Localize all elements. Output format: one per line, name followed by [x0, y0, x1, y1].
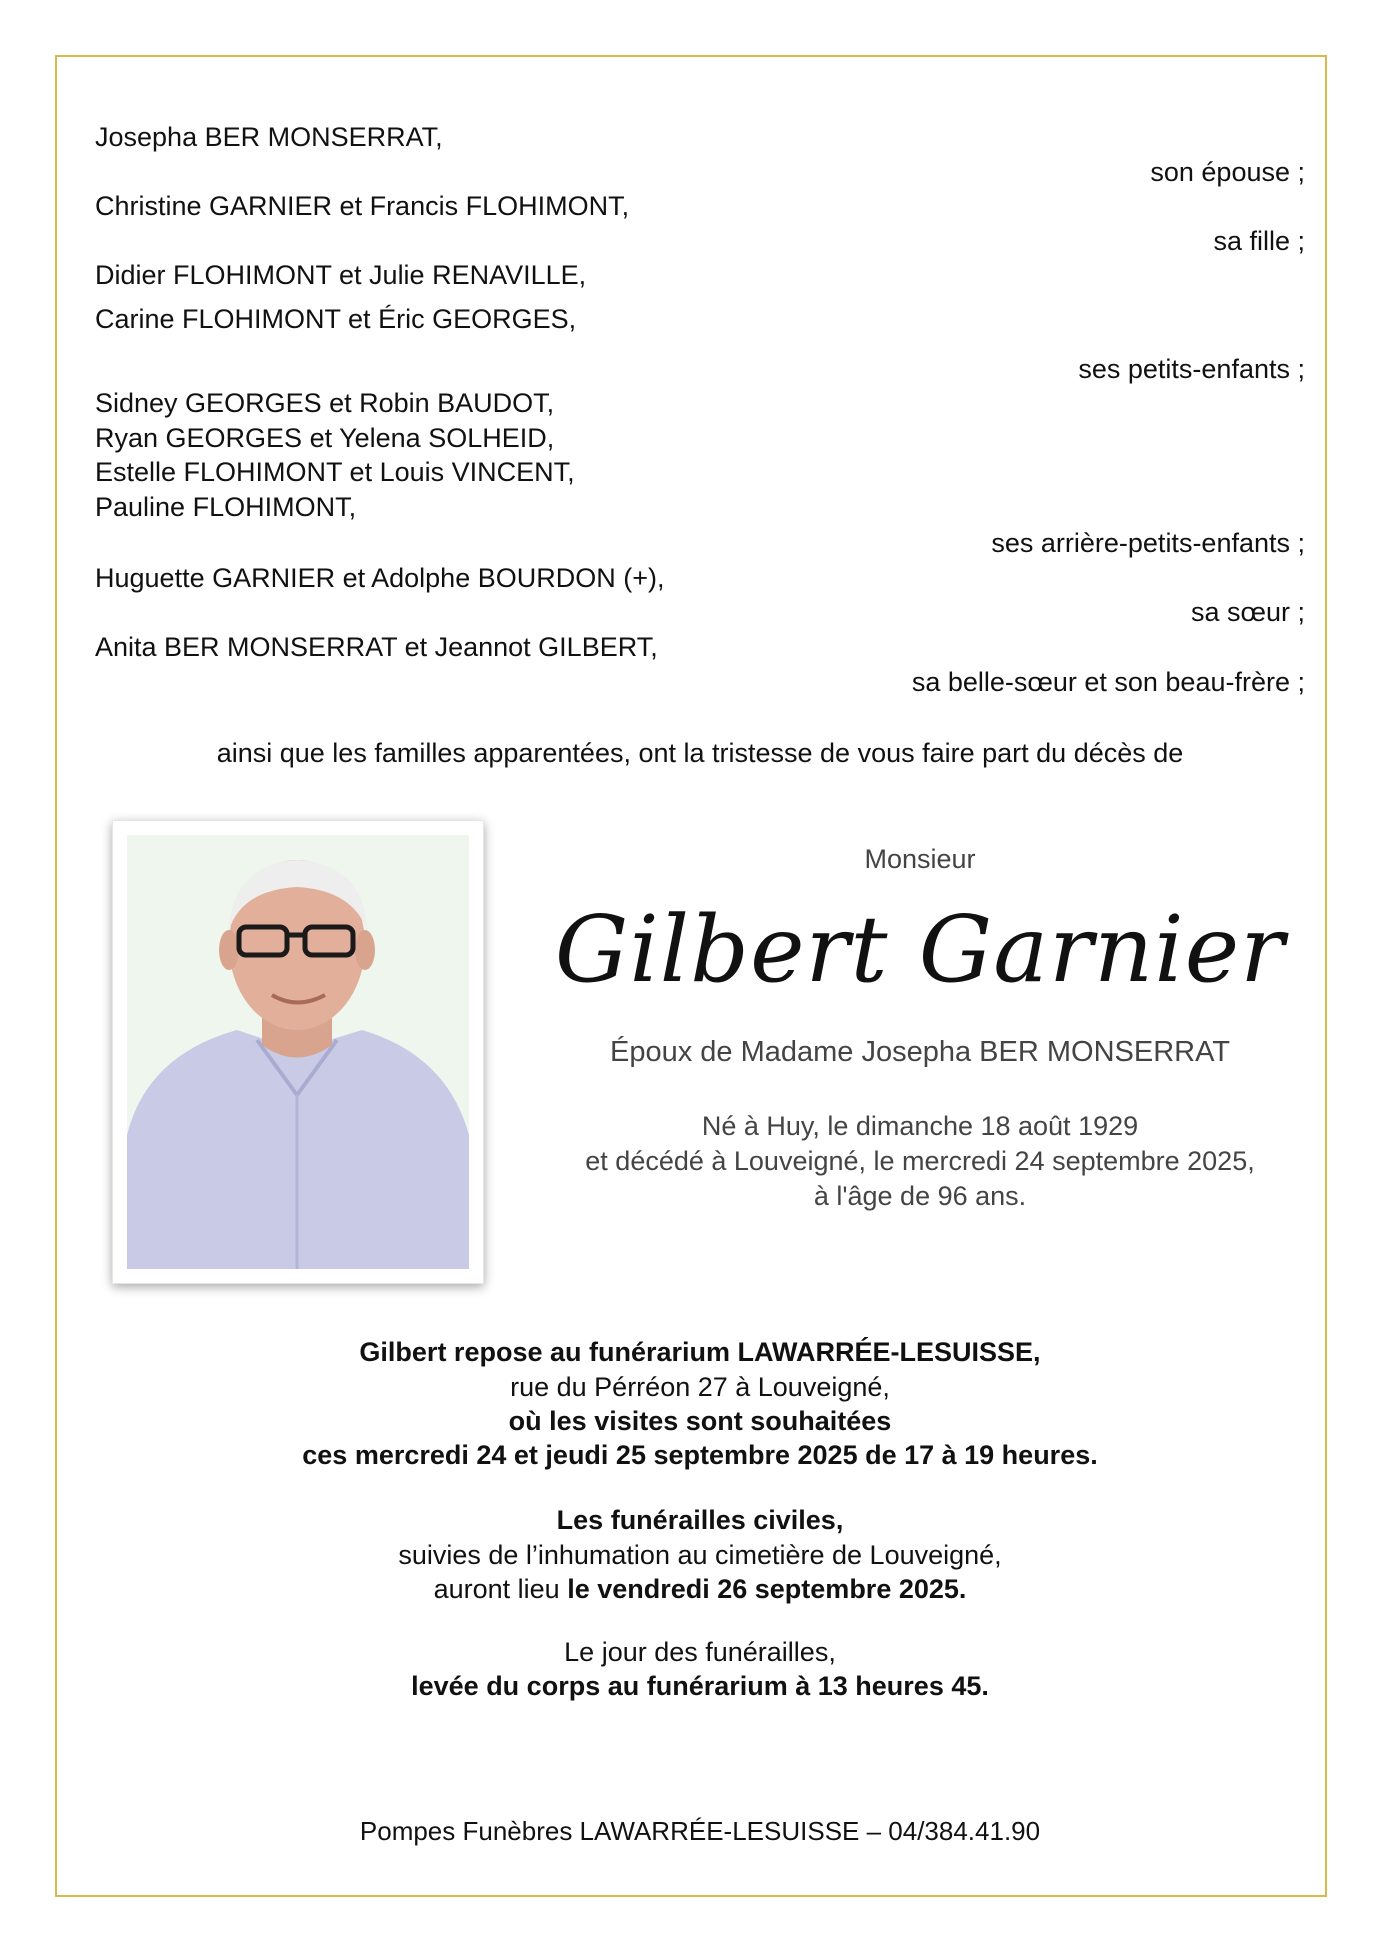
- visitation-line-3: où les visites sont souhaitées: [508, 1406, 892, 1436]
- family-line: Didier FLOHIMONT et Julie RENAVILLE,: [95, 260, 587, 290]
- visitation-line-1: Gilbert repose au funérarium LAWARRÉE-LESUISSE,: [359, 1337, 1041, 1367]
- family-line: Huguette GARNIER et Adolphe BOURDON (+),: [95, 563, 665, 593]
- family-relation: sa sœur ;: [1190, 597, 1305, 627]
- funeral-line-3: auront lieu le vendredi 26 septembre 2025.: [433, 1574, 967, 1604]
- family-line: Anita BER MONSERRAT et Jeannot GILBERT,: [95, 632, 658, 662]
- portrait-frame: [112, 820, 484, 1284]
- family-line: Estelle FLOHIMONT et Louis VINCENT,: [95, 457, 575, 487]
- portrait-photo: [127, 835, 469, 1269]
- age-line: à l'âge de 96 ans.: [813, 1181, 1027, 1211]
- family-relation: ses petits-enfants ;: [1078, 354, 1305, 384]
- funeral-line-2: suivies de l’inhumation au cimetière de Louveigné,: [398, 1540, 1002, 1570]
- deceased-name: Gilbert Garnier: [554, 896, 1286, 1003]
- birth-line: Né à Huy, le dimanche 18 août 1929: [701, 1111, 1139, 1141]
- intro-text: ainsi que les familles apparentées, ont la tristesse de vous faire part du décès de: [216, 738, 1184, 768]
- footer-funeral-home: Pompes Funèbres LAWARRÉE-LESUISSE – 04/384.41.90: [359, 1816, 1041, 1846]
- visitation-line-4: ces mercredi 24 et jeudi 25 septembre 2025 de 17 à 19 heures.: [302, 1440, 1098, 1470]
- family-line: Ryan GEORGES et Yelena SOLHEID,: [95, 423, 555, 453]
- family-line: Pauline FLOHIMONT,: [95, 492, 357, 522]
- departure-line-1: Le jour des funérailles,: [564, 1637, 836, 1667]
- spouse-line: Époux de Madame Josepha BER MONSERRAT: [609, 1036, 1230, 1068]
- portrait-illustration: [127, 835, 469, 1269]
- honorific: Monsieur: [864, 844, 976, 874]
- family-relation: son épouse ;: [1150, 157, 1305, 187]
- family-relation: sa fille ;: [1213, 226, 1305, 256]
- visitation-line-2: rue du Pérréon 27 à Louveigné,: [510, 1372, 890, 1402]
- family-line: Christine GARNIER et Francis FLOHIMONT,: [95, 191, 630, 221]
- death-line: et décédé à Louveigné, le mercredi 24 septembre 2025,: [585, 1146, 1255, 1176]
- family-relation: sa belle-sœur et son beau-frère ;: [911, 667, 1305, 697]
- funeral-line-1: Les funérailles civiles,: [556, 1505, 844, 1535]
- family-line: Carine FLOHIMONT et Éric GEORGES,: [95, 304, 577, 334]
- family-line: Sidney GEORGES et Robin BAUDOT,: [95, 388, 555, 418]
- family-relation: ses arrière-petits-enfants ;: [991, 528, 1305, 558]
- family-line: Josepha BER MONSERRAT,: [95, 122, 443, 152]
- departure-line-2: levée du corps au funérarium à 13 heures 45.: [411, 1671, 989, 1701]
